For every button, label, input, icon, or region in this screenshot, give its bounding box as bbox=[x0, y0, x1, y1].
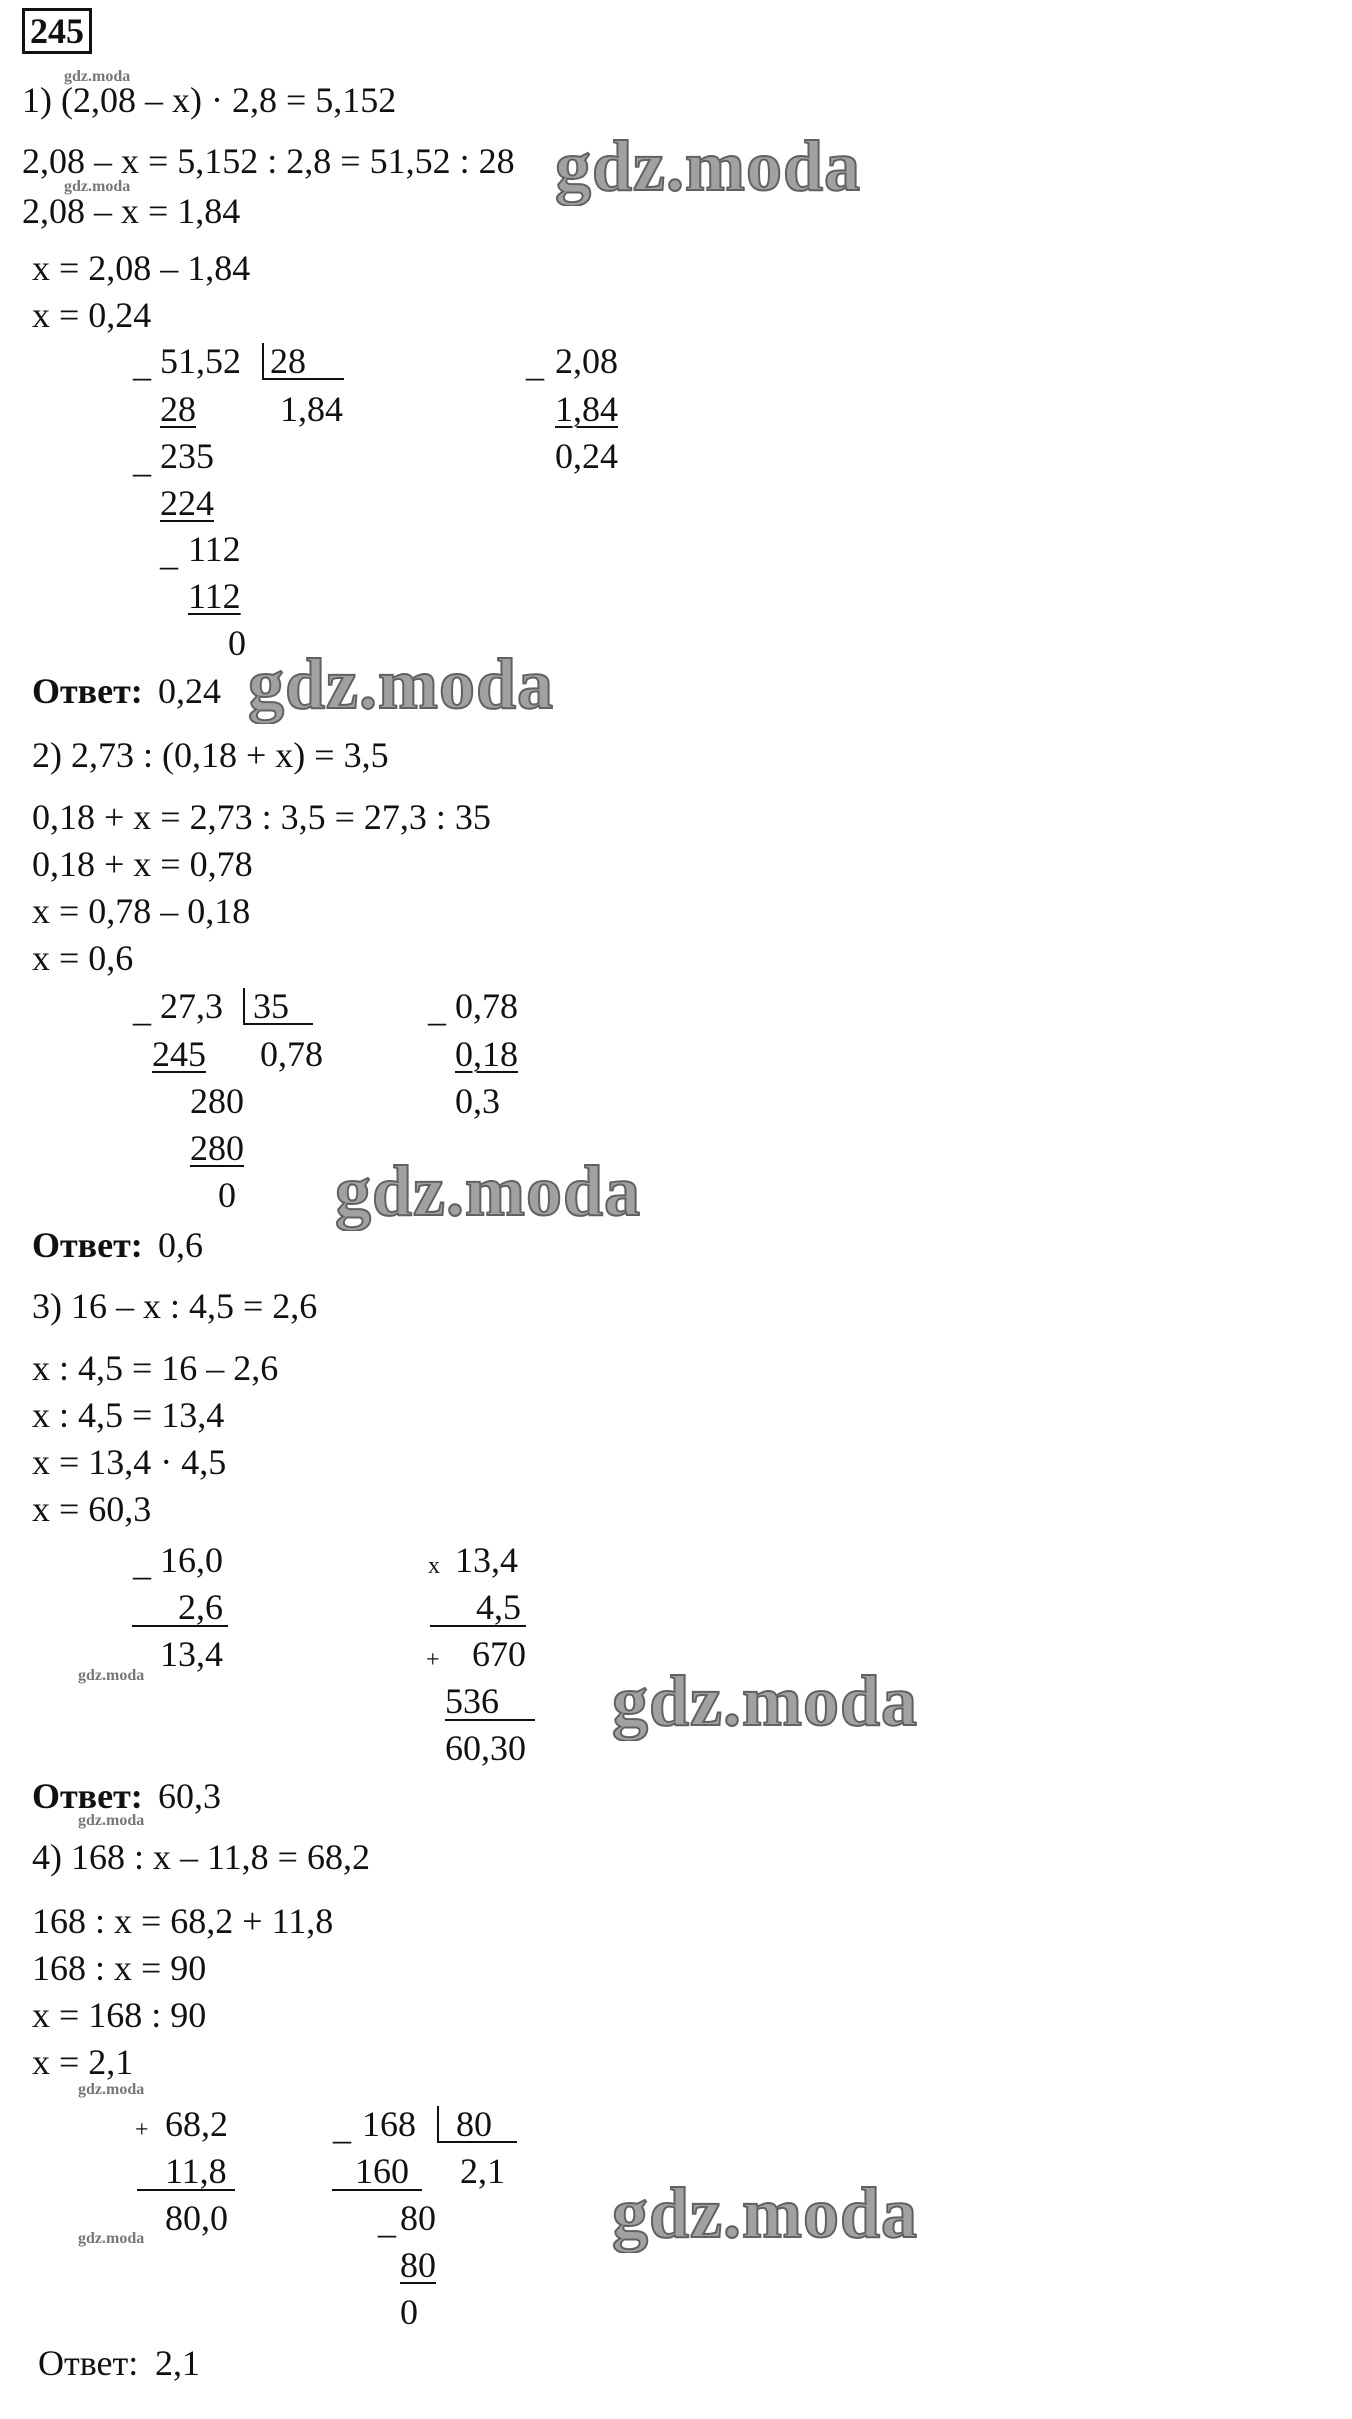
division-step: 245 bbox=[152, 1034, 206, 1074]
minus-sign: _ bbox=[428, 989, 446, 1029]
partial-product: 536 bbox=[445, 1681, 499, 1721]
multiplicand: 13,4 bbox=[455, 1540, 518, 1580]
answer-label: Ответ: bbox=[32, 1776, 143, 1816]
divisor: 28 bbox=[270, 341, 306, 381]
watermark-small: gdz.moda bbox=[78, 2230, 145, 2247]
multiply-sign: x bbox=[428, 1553, 440, 1579]
subtrahend: 1,84 bbox=[555, 389, 618, 429]
product: 60,30 bbox=[445, 1728, 526, 1768]
division-step: 112 bbox=[188, 529, 241, 569]
division-step: 235 bbox=[160, 436, 214, 476]
watermark: gdz.moda bbox=[612, 1661, 919, 1741]
division-step: 280 bbox=[190, 1128, 244, 1168]
watermark: gdz.moda bbox=[248, 644, 555, 724]
minus-sign: _ bbox=[133, 440, 151, 480]
difference: 13,4 bbox=[160, 1634, 223, 1674]
division-step: 0 bbox=[228, 623, 246, 663]
quotient: 1,84 bbox=[280, 389, 343, 429]
problem-1-step: 2,08 – x = 1,84 bbox=[22, 191, 241, 231]
problem-3-answer: 60,3 bbox=[158, 1776, 221, 1816]
dividend: 168 bbox=[362, 2104, 416, 2144]
problem-2-step: x = 0,6 bbox=[32, 938, 134, 978]
partial-product: 670 bbox=[472, 1634, 526, 1674]
watermark-small: gdz.moda bbox=[64, 178, 131, 195]
problem-4-step: x = 2,1 bbox=[32, 2042, 134, 2082]
problem-4-equation: 4) 168 : x – 11,8 = 68,2 bbox=[32, 1837, 370, 1877]
divisor-line bbox=[243, 1023, 313, 1025]
division-step: 280 bbox=[190, 1081, 244, 1121]
product-line bbox=[445, 1719, 535, 1721]
watermark: gdz.moda bbox=[612, 2173, 919, 2253]
problem-2-step: 0,18 + x = 0,78 bbox=[32, 844, 253, 884]
problem-2-step: 0,18 + x = 2,73 : 3,5 = 27,3 : 35 bbox=[32, 797, 491, 837]
plus-sign: + bbox=[135, 2117, 149, 2143]
division-step: 28 bbox=[160, 389, 196, 429]
problem-4-step: 168 : x = 68,2 + 11,8 bbox=[32, 1901, 334, 1941]
multiplier: 4,5 bbox=[476, 1587, 521, 1627]
division-step: 0 bbox=[218, 1175, 236, 1215]
division-step: 80 bbox=[400, 2198, 436, 2238]
division-bar bbox=[437, 2106, 439, 2142]
multiplication-line bbox=[430, 1625, 526, 1627]
division-step: 224 bbox=[160, 483, 214, 523]
problem-1-equation: 1) (2,08 – x) · 2,8 = 5,152 bbox=[22, 80, 397, 120]
addition-line bbox=[137, 2189, 235, 2191]
step-line bbox=[332, 2189, 422, 2191]
division-bar bbox=[262, 343, 264, 379]
minuend: 0,78 bbox=[455, 986, 518, 1026]
problem-4-step: 168 : x = 90 bbox=[32, 1948, 207, 1988]
problem-3-equation: 3) 16 – x : 4,5 = 2,6 bbox=[32, 1286, 318, 1326]
task-number: 245 bbox=[22, 8, 92, 54]
division-bar bbox=[243, 988, 245, 1024]
problem-4-step: x = 168 : 90 bbox=[32, 1995, 207, 2035]
division-step: 0 bbox=[400, 2292, 418, 2332]
problem-2-equation: 2) 2,73 : (0,18 + x) = 3,5 bbox=[32, 735, 389, 775]
watermark: gdz.moda bbox=[335, 1151, 642, 1231]
watermark-small: gdz.moda bbox=[78, 1667, 145, 1684]
division-step: 160 bbox=[355, 2151, 409, 2191]
dividend: 51,52 bbox=[160, 341, 241, 381]
problem-1-step: x = 2,08 – 1,84 bbox=[32, 248, 251, 288]
division-step: 112 bbox=[188, 576, 241, 616]
problem-1-step: 2,08 – x = 5,152 : 2,8 = 51,52 : 28 bbox=[22, 141, 515, 181]
divisor: 80 bbox=[456, 2104, 492, 2144]
subtrahend: 0,18 bbox=[455, 1034, 518, 1074]
problem-3-step: x : 4,5 = 16 – 2,6 bbox=[32, 1348, 279, 1388]
subtrahend: 2,6 bbox=[178, 1587, 223, 1627]
problem-1-answer: 0,24 bbox=[158, 671, 221, 711]
watermark-small: gdz.moda bbox=[64, 68, 131, 85]
watermark-small: gdz.moda bbox=[78, 2081, 145, 2098]
quotient: 0,78 bbox=[260, 1034, 323, 1074]
minus-sign: _ bbox=[133, 989, 151, 1029]
problem-1-step: x = 0,24 bbox=[32, 295, 152, 335]
minus-sign: _ bbox=[333, 2107, 351, 2147]
answer-label: Ответ: bbox=[38, 2343, 139, 2383]
answer-label: Ответ: bbox=[32, 671, 143, 711]
watermark: gdz.moda bbox=[555, 126, 862, 206]
problem-2-answer: 0,6 bbox=[158, 1225, 203, 1265]
divisor-line bbox=[262, 378, 344, 380]
minus-sign: _ bbox=[526, 344, 544, 384]
addend: 11,8 bbox=[165, 2151, 227, 2191]
dividend: 27,3 bbox=[160, 986, 223, 1026]
division-step: 80 bbox=[400, 2245, 436, 2285]
divisor-line bbox=[437, 2141, 517, 2143]
problem-4-answer: 2,1 bbox=[155, 2343, 200, 2383]
problem-3-step: x = 13,4 · 4,5 bbox=[32, 1442, 227, 1482]
answer-label: Ответ: bbox=[32, 1225, 143, 1265]
difference: 0,3 bbox=[455, 1081, 500, 1121]
minus-sign: _ bbox=[133, 344, 151, 384]
sum: 80,0 bbox=[165, 2198, 228, 2238]
addend: 68,2 bbox=[165, 2104, 228, 2144]
difference: 0,24 bbox=[555, 436, 618, 476]
minus-sign: _ bbox=[133, 1543, 151, 1583]
divisor: 35 bbox=[253, 986, 289, 1026]
minuend: 2,08 bbox=[555, 341, 618, 381]
quotient: 2,1 bbox=[460, 2151, 505, 2191]
watermark-small: gdz.moda bbox=[78, 1812, 145, 1829]
plus-sign: + bbox=[426, 1647, 440, 1673]
minus-sign: _ bbox=[160, 533, 178, 573]
minus-sign: _ bbox=[378, 2201, 396, 2241]
problem-3-step: x = 60,3 bbox=[32, 1489, 152, 1529]
problem-2-step: x = 0,78 – 0,18 bbox=[32, 891, 251, 931]
problem-3-step: x : 4,5 = 13,4 bbox=[32, 1395, 225, 1435]
minuend: 16,0 bbox=[160, 1540, 223, 1580]
